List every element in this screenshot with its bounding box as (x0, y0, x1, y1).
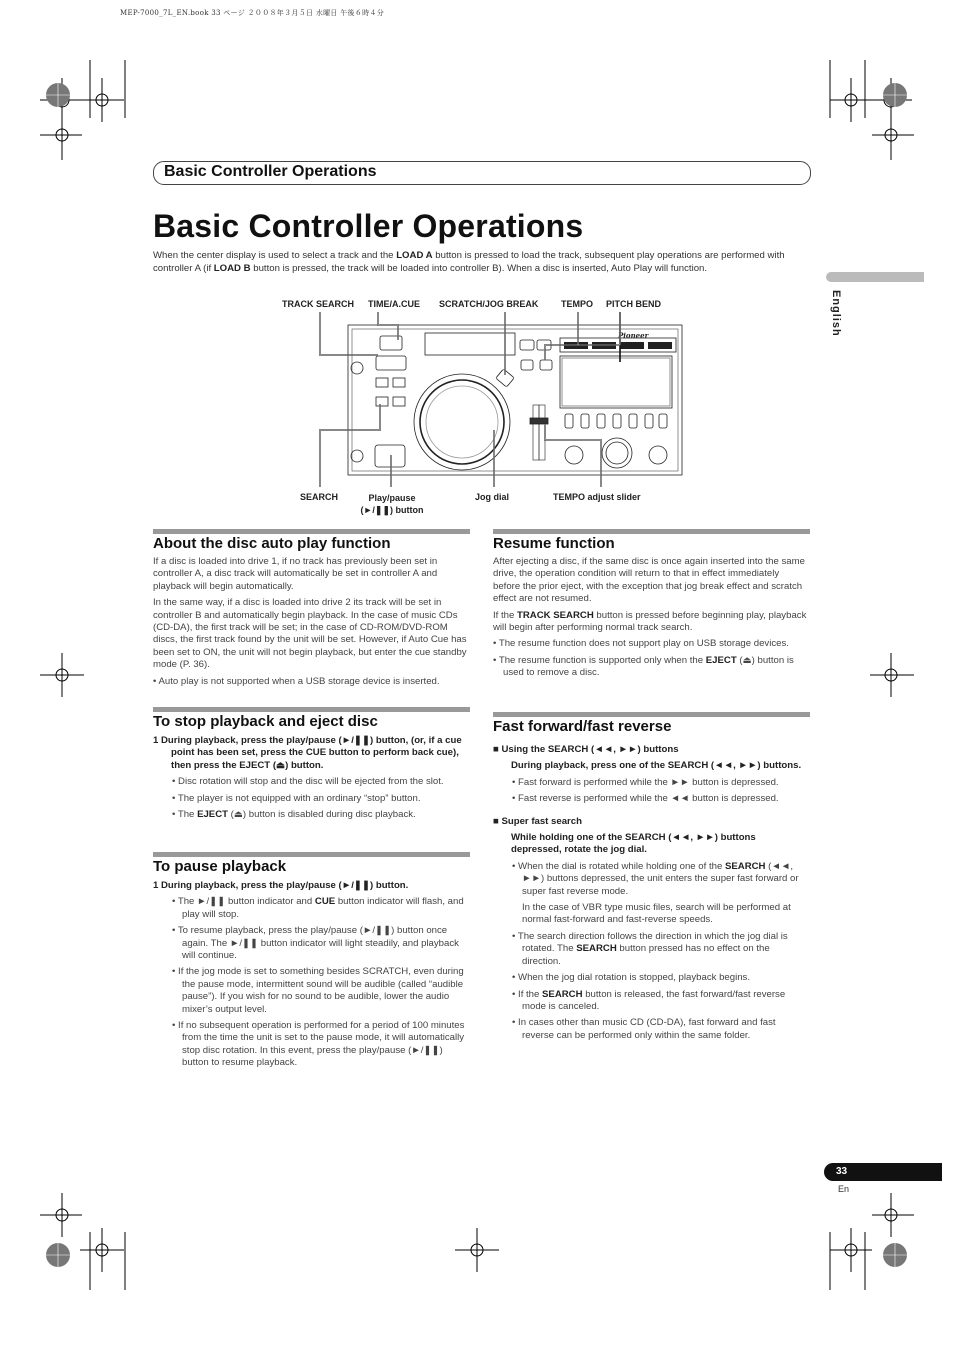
label-search: SEARCH (300, 492, 339, 502)
rule-pause (153, 852, 470, 857)
pause-body: 1 During playback, press the play/pause (►/❚❚) button. • The ►/❚❚ button indicator and CUE button indicator will flash, and play will stop. • To resume playback, press the play/pause (►/❚❚) button once again. The ►/❚❚ button indicator will light steadily, and playback will continue. • If the jog mode is set to something besides SCRATCH, even during the pause mode, intermittent sound will be audible (called “audible pause”). If you wish for no sound to be audible, lower the audio mixer’s output level. • If no subsequent operation is performed for a period of 100 minutes from the time the unit is set to the pause mode, it will automatically stop disc rotation. In this event, press the play/pause (►/❚❚) button to resume playback. (153, 880, 465, 1069)
heading-auto-play: About the disc auto play function (153, 535, 391, 552)
brand-logo: Pioneer (618, 331, 649, 340)
page-number: 33 (836, 1166, 848, 1177)
resume-body: After ejecting a disc, if the same disc is once again inserted into the same drive, the operation condition will return to that in effect immediately before the prior eject, with the exception that jog break effect and scratch effect are not resumed. If the TRACK SEARCH button is pressed before beginning play, playback will begin after performing normal track search. • The resume function does not support play on USB storage devices. • The resume function is supported only when the EJECT (⏏) button is used to remove a disc. (493, 556, 807, 679)
label-time-acue: TIME/A.CUE (368, 299, 421, 309)
rule-auto-play (153, 529, 470, 534)
stop-eject-body: 1 During playback, press the play/pause (►/❚❚) button, (or, if a cue point has been set, press the CUE button to perform back cue), then press the EJECT (⏏) button. • Disc rotation will stop and the disc will be ejected from the slot. • The player is not equipped with an ordinary “stop” button. • The EJECT (⏏) button is disabled during disc playback. (153, 735, 462, 821)
intro-paragraph: When the center display is used to select a track and the LOAD A button is pressed to load the track, subsequent play operations are performed with controller A (if LOAD B button is pressed, the track will be loaded into controller B). When a disc is inserted, Auto Play will function. (153, 250, 785, 274)
rule-resume (493, 529, 810, 534)
rule-fast (493, 712, 810, 717)
fast-body: ■ Using the SEARCH (◄◄, ►►) buttons During playback, press one of the SEARCH (◄◄, ►►) buttons. • Fast forward is performed while the ►► button is depressed. • Fast reverse is performed while the ◄◄ button is depressed. ■ Super fast search While holding one of the SEARCH (◄◄, ►►) buttons depressed, rotate the jog dial. • When the dial is rotated while holding one of the SEARCH (◄◄, ►►) buttons depressed, the unit enters the super fast forward or super fast reverse mode. In the case of VBR type music files, search will be performed at normal fast-forward and fast-reverse speeds. • The search direction follows the direction in which the jog dial is rotated. The SEARCH button pressed has no effect on the direction. • When the jog dial rotation is stopped, playback begins. • If the SEARCH button is released, the fast forward/fast reverse mode is canceled. • In cases other than music CD (CD-DA), fast forward and fast reverse can be performed only within the same folder. (493, 744, 802, 1041)
print-header: MEP-7000_7L_EN.book 33 ページ ２００８年３月５日 水曜日 午後６時４分 (120, 9, 385, 17)
label-tempo: TEMPO (561, 299, 594, 309)
heading-fast: Fast forward/fast reverse (493, 718, 672, 735)
page-title: Basic Controller Operations (153, 208, 584, 244)
section-header: Basic Controller Operations (164, 163, 377, 180)
rule-stop-eject (153, 707, 470, 712)
label-tempo-slider: TEMPO adjust slider (553, 492, 641, 502)
heading-pause: To pause playback (153, 858, 287, 875)
label-pitch-bend: PITCH BEND (606, 299, 662, 309)
page-language: En (838, 1184, 850, 1194)
language-label: English (830, 290, 842, 337)
label-track-search: TRACK SEARCH (282, 299, 354, 309)
page-number-tab (824, 1163, 942, 1181)
auto-play-body: If a disc is loaded into drive 1, if no track has previously been set in controller A, a disc track will automatically be set in controller A and playback will begin automatically. In the same way, if a disc is loaded into drive 2 its track will be set in controller B and automatically begin playback. In the case of music CDs (CD-DA), the first track will be set; in the case of CD-ROM/DVD-ROM discs, the first track found by the unit will be set. However, if Auto Cue has been set to ON, the unit will not begin playback, but enter the cue standby mode (P. 36). • Auto play is not supported when a USB storage device is inserted. (153, 556, 467, 687)
label-play-pause: Play/pause (►/❚❚) button (360, 493, 424, 515)
label-jog-dial: Jog dial (475, 492, 510, 502)
heading-resume: Resume function (493, 535, 615, 552)
label-scratch-jog-break: SCRATCH/JOG BREAK (439, 299, 539, 309)
heading-stop-eject: To stop playback and eject disc (153, 713, 378, 730)
